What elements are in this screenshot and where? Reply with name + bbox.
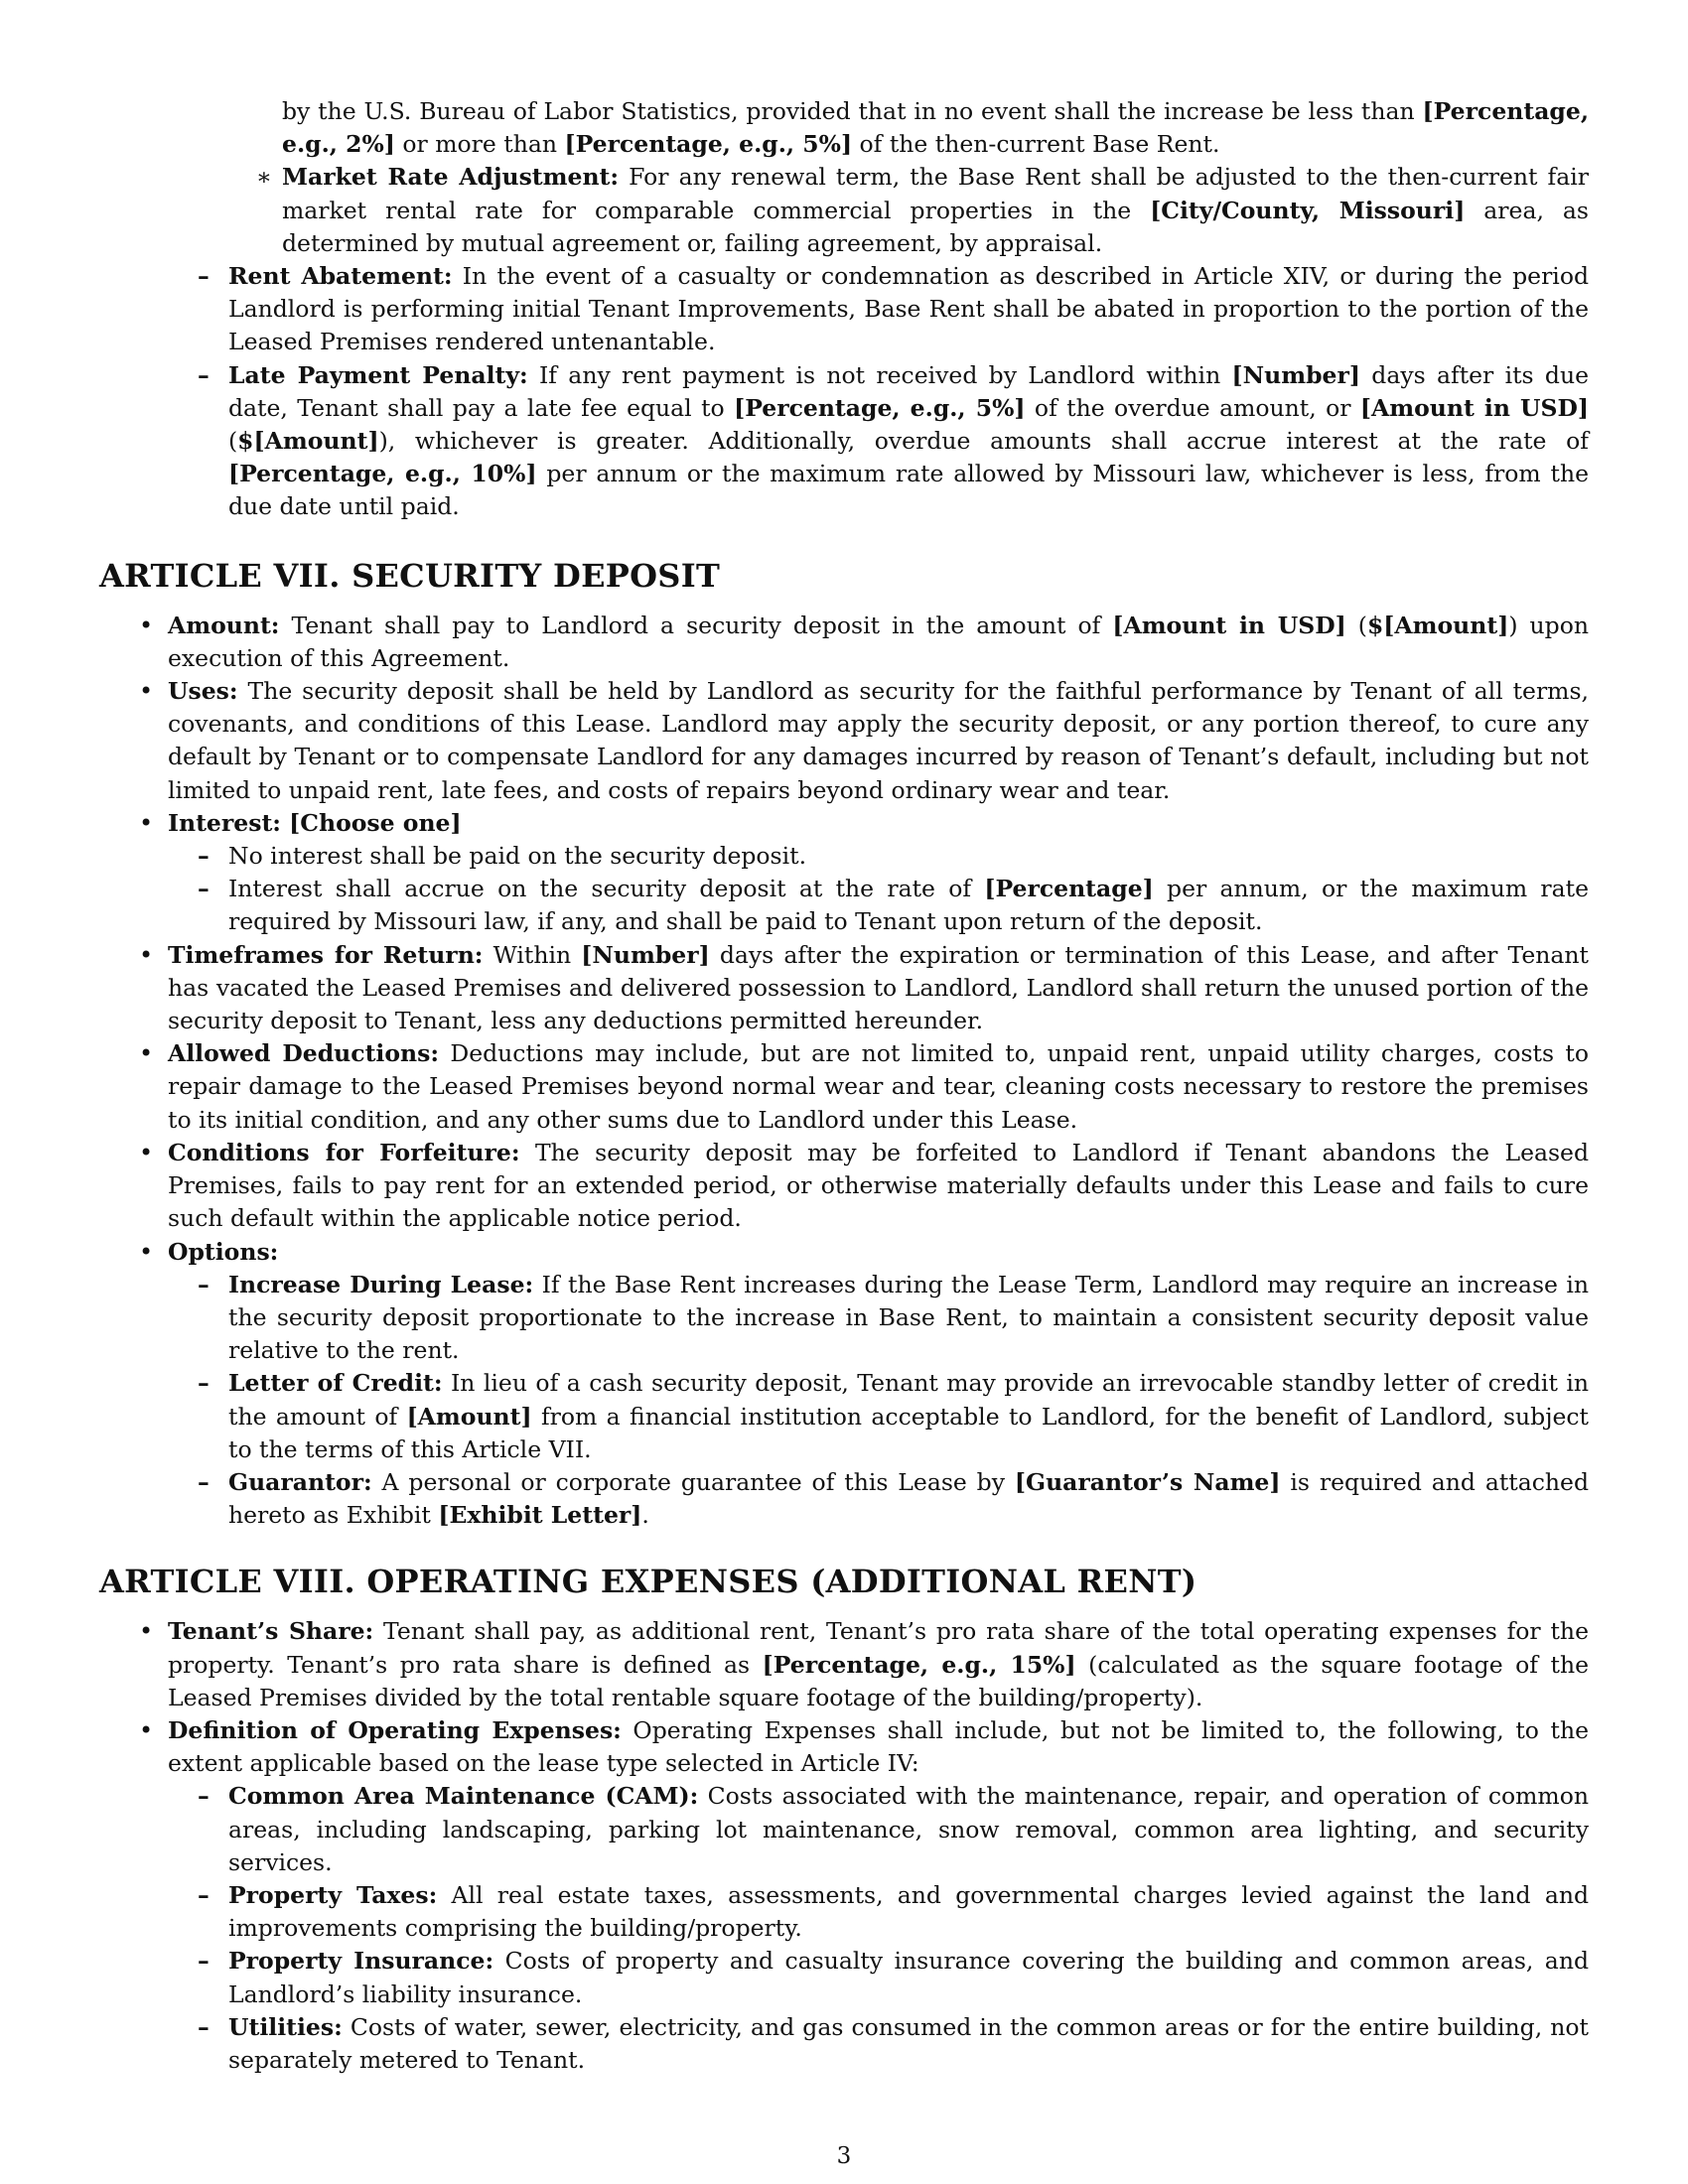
cam-item: – Common Area Maintenance (CAM): Costs associated with the maintenance, repair, and operation of common areas, including landscaping, parking lot maintenance, snow removal, common area lighting, and security services. <box>168 1780 1589 1879</box>
forfeiture-item: • Conditions for Forfeiture: The security deposit may be forfeited to Landlord if Tenant abandons the Leased Premises, fails to pay rent for an extended period, or otherwise materially defaults under this Lease and fails to cure such default within the applicable notice period. <box>99 1137 1589 1236</box>
interest-option-none: – No interest shall be paid on the security deposit. <box>168 840 1589 873</box>
interest-item: • Interest: [Choose one] – No interest shall be paid on the security deposit. – Interest shall accrue on the security deposit at the rate of [Percentage] per annum, or the maximum rate required by Missouri law, if any, and shall be paid to Tenant upon return of the deposit. <box>99 807 1589 939</box>
utilities-item: – Utilities: Costs of water, sewer, electricity, and gas consumed in the common areas or for the entire building, not separately metered to Tenant. <box>168 2011 1589 2077</box>
article-7-list <box>99 610 1589 1533</box>
rent-escalation-sublist <box>228 161 1589 260</box>
uses-item: • Uses: The security deposit shall be held by Landlord as security for the faithful performance by Tenant of all terms, covenants, and conditions of this Lease. Landlord may apply the security deposit, or any portion thereof, to cure any default by Tenant or to compensate Landlord for any damages incurred by reason of Tenant’s default, including but not limited to unpaid rent, late fees, and costs of repairs beyond ordinary wear and tear. <box>99 675 1589 807</box>
timeframes-item: • Timeframes for Return: Within [Number] days after the expiration or termination of this Lease, and after Tenant has vacated the Leased Premises and delivered possession to Landlord, Landlord shall return the unused portion of the security deposit to Tenant, less any deductions permitted hereunder. <box>99 939 1589 1038</box>
property-taxes-item: – Property Taxes: All real estate taxes, assessments, and governmental charges levied against the land and improvements comprising the building/property. <box>168 1879 1589 1945</box>
options-sublist <box>168 1269 1589 1533</box>
rent-abatement-item: – Rent Abatement: In the event of a casualty or condemnation as described in Article XIV, or during the period Landlord is performing initial Tenant Improvements, Base Rent shall be abated in proportion to the portion of the Leased Premises rendered untenantable. <box>168 260 1589 359</box>
placeholder: [Percentage, e.g., 2%] <box>282 97 1589 159</box>
page-number: 3 <box>836 2143 852 2169</box>
interest-options <box>168 840 1589 939</box>
definition-item: • Definition of Operating Expenses: Operating Expenses shall include, but not be limited to, the following, to the extent applicable based on the lease type selected in Article IV: – Common Area Maintenance (CAM): Costs associated with the maintenance, repair, and operation of common areas, including landscaping, parking lot maintenance, snow removal, common area lighting, and security services. – Property Taxes: All real estate taxes, assessments, and governmental charges levied against the land and improvements comprising the building/property. – Property Insurance: Costs of property and casualty insurance covering the building and common areas, and Landlord’s liability insurance. – Utilities: Costs of water, sewer, electricity, and gas consumed in the common areas or for the entire building, not separately metered to Tenant. <box>99 1714 1589 2077</box>
deductions-item: • Allowed Deductions: Deductions may include, but are not limited to, unpaid rent, unpaid utility charges, costs to repair damage to the Leased Premises beyond normal wear and tear, cleaning costs necessary to restore the premises to its initial condition, and any other sums due to Landlord under this Lease. <box>99 1037 1589 1137</box>
letter-of-credit-item: – Letter of Credit: In lieu of a cash security deposit, Tenant may provide an irrevocable standby letter of credit in the amount of [Amount] from a financial institution acceptable to Landlord, for the benefit of Landlord, subject to the terms of this Article VII. <box>168 1367 1589 1466</box>
cpi-adjustment-continuation: by the U.S. Bureau of Labor Statistics, provided that in no event shall the increase be less than [Percentage, e.g., 2%] or more than [Percentage, e.g., 5%] of the then-current Base Rent. <box>282 97 1589 159</box>
rent-sublist <box>168 161 1589 523</box>
article-7-heading: ARTICLE VII. SECURITY DEPOSIT <box>99 556 721 595</box>
article-8-list <box>99 1615 1589 2077</box>
options-item: • Options: – Increase During Lease: If the Base Rent increases during the Lease Term, Landlord may require an increase in the security deposit proportionate to the increase in Base Rent, to maintain a consistent security deposit value relative to the rent. – Letter of Credit: In lieu of a cash security deposit, Tenant may provide an irrevocable standby letter of credit in the amount of [Amount] from a financial institution acceptable to Landlord, for the benefit of Landlord, subject to the terms of this Article VII. – Guarantor: A personal or corporate guarantee of this Lease by [Guarantor’s Name] is required and attached hereto as Exhibit [Exhibit Letter]. <box>99 1236 1589 1533</box>
operating-expenses-sublist <box>168 1780 1589 2077</box>
increase-during-lease-item: – Increase During Lease: If the Base Rent increases during the Lease Term, Landlord may require an increase in the security deposit proportionate to the increase in Base Rent, to maintain a consistent security deposit value relative to the rent. <box>168 1269 1589 1368</box>
property-insurance-item: – Property Insurance: Costs of property and casualty insurance covering the building and common areas, and Landlord’s liability insurance. <box>168 1945 1589 2010</box>
market-rate-adjustment-item: ∗ Market Rate Adjustment: For any renewal term, the Base Rent shall be adjusted to the then-current fair market rental rate for comparable commercial properties in the [City/County, Missouri] area, as determined by mutual agreement or, failing agreement, by appraisal. <box>228 161 1589 260</box>
tenants-share-item: • Tenant’s Share: Tenant shall pay, as additional rent, Tenant’s pro rata share of the total operating expenses for the property. Tenant’s pro rata share is defined as [Percentage, e.g., 15%] (calculated as the square footage of the Leased Premises divided by the total rentable square footage of the building/property). <box>99 1615 1589 1714</box>
list-item <box>168 161 1589 260</box>
late-payment-penalty-item: – Late Payment Penalty: If any rent payment is not received by Landlord within [Number] days after its due date, Tenant shall pay a late fee equal to [Percentage, e.g., 5%] of the overdue amount, or [Amount in USD] ($[Amount]), whichever is greater. Additionally, overdue amounts shall accrue interest at the rate of [Percentage, e.g., 10%] per annum or the maximum rate allowed by Missouri law, whichever is less, from the due date until paid. <box>168 359 1589 524</box>
placeholder: [Percentage, e.g., 5%] <box>564 130 853 159</box>
amount-item: • Amount: Tenant shall pay to Landlord a security deposit in the amount of [Amount in USD] ($[Amount]) upon execution of this Agreement. <box>99 610 1589 675</box>
article-8-heading: ARTICLE VIII. OPERATING EXPENSES (ADDITIONAL RENT) <box>99 1563 1197 1601</box>
guarantor-item: – Guarantor: A personal or corporate guarantee of this Lease by [Guarantor’s Name] is required and attached hereto as Exhibit [Exhibit Letter]. <box>168 1466 1589 1532</box>
interest-option-accrue: – Interest shall accrue on the security deposit at the rate of [Percentage] per annum, or the maximum rate required by Missouri law, if any, and shall be paid to Tenant upon return of the deposit. <box>168 873 1589 938</box>
